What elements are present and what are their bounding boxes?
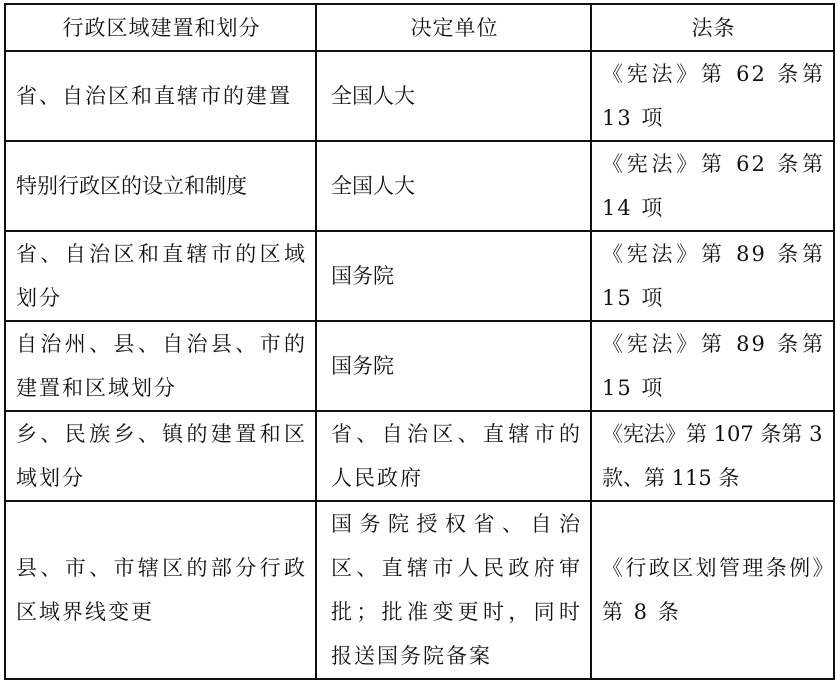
cell-region: 省、自治区和直辖市的区域划分 <box>5 231 316 321</box>
cell-region: 县、市、市辖区的部分行政区域界线变更 <box>5 501 316 679</box>
cell-region: 自治州、县、自治县、市的建置和区域划分 <box>5 321 316 411</box>
cell-region: 特别行政区的设立和制度 <box>5 141 316 231</box>
header-region: 行政区域建置和划分 <box>5 4 316 51</box>
cell-law: 《宪法》第 62 条第 14 项 <box>591 141 834 231</box>
cell-region: 省、自治区和直辖市的建置 <box>5 51 316 141</box>
cell-law: 《宪法》第 89 条第 15 项 <box>591 231 834 321</box>
table-row <box>5 411 834 501</box>
header-row <box>5 4 834 51</box>
cell-authority: 国务院 <box>316 321 591 411</box>
table-row <box>5 231 834 321</box>
table-row <box>5 141 834 231</box>
cell-region: 乡、民族乡、镇的建置和区域划分 <box>5 411 316 501</box>
cell-law: 《宪法》第 62 条第 13 项 <box>591 51 834 141</box>
table-container <box>4 3 833 666</box>
header-law: 法条 <box>591 4 834 51</box>
cell-law: 《宪法》第 89 条第 15 项 <box>591 321 834 411</box>
cell-authority: 国务院授权省、自治区、直辖市人民政府审批；批准变更时，同时报送国务院备案 <box>316 501 591 679</box>
cell-authority: 全国人大 <box>316 51 591 141</box>
table-body <box>5 51 834 679</box>
header-authority: 决定单位 <box>316 4 591 51</box>
cell-law: 《宪法》第 107 条第 3 款、第 115 条 <box>591 411 834 501</box>
table-row <box>5 51 834 141</box>
administrative-division-table <box>4 3 835 680</box>
table-row <box>5 501 834 679</box>
cell-authority: 全国人大 <box>316 141 591 231</box>
cell-law: 《行政区划管理条例》第 8 条 <box>591 501 834 679</box>
table-header <box>5 4 834 51</box>
cell-authority: 国务院 <box>316 231 591 321</box>
cell-authority: 省、自治区、直辖市的人民政府 <box>316 411 591 501</box>
table-row <box>5 321 834 411</box>
